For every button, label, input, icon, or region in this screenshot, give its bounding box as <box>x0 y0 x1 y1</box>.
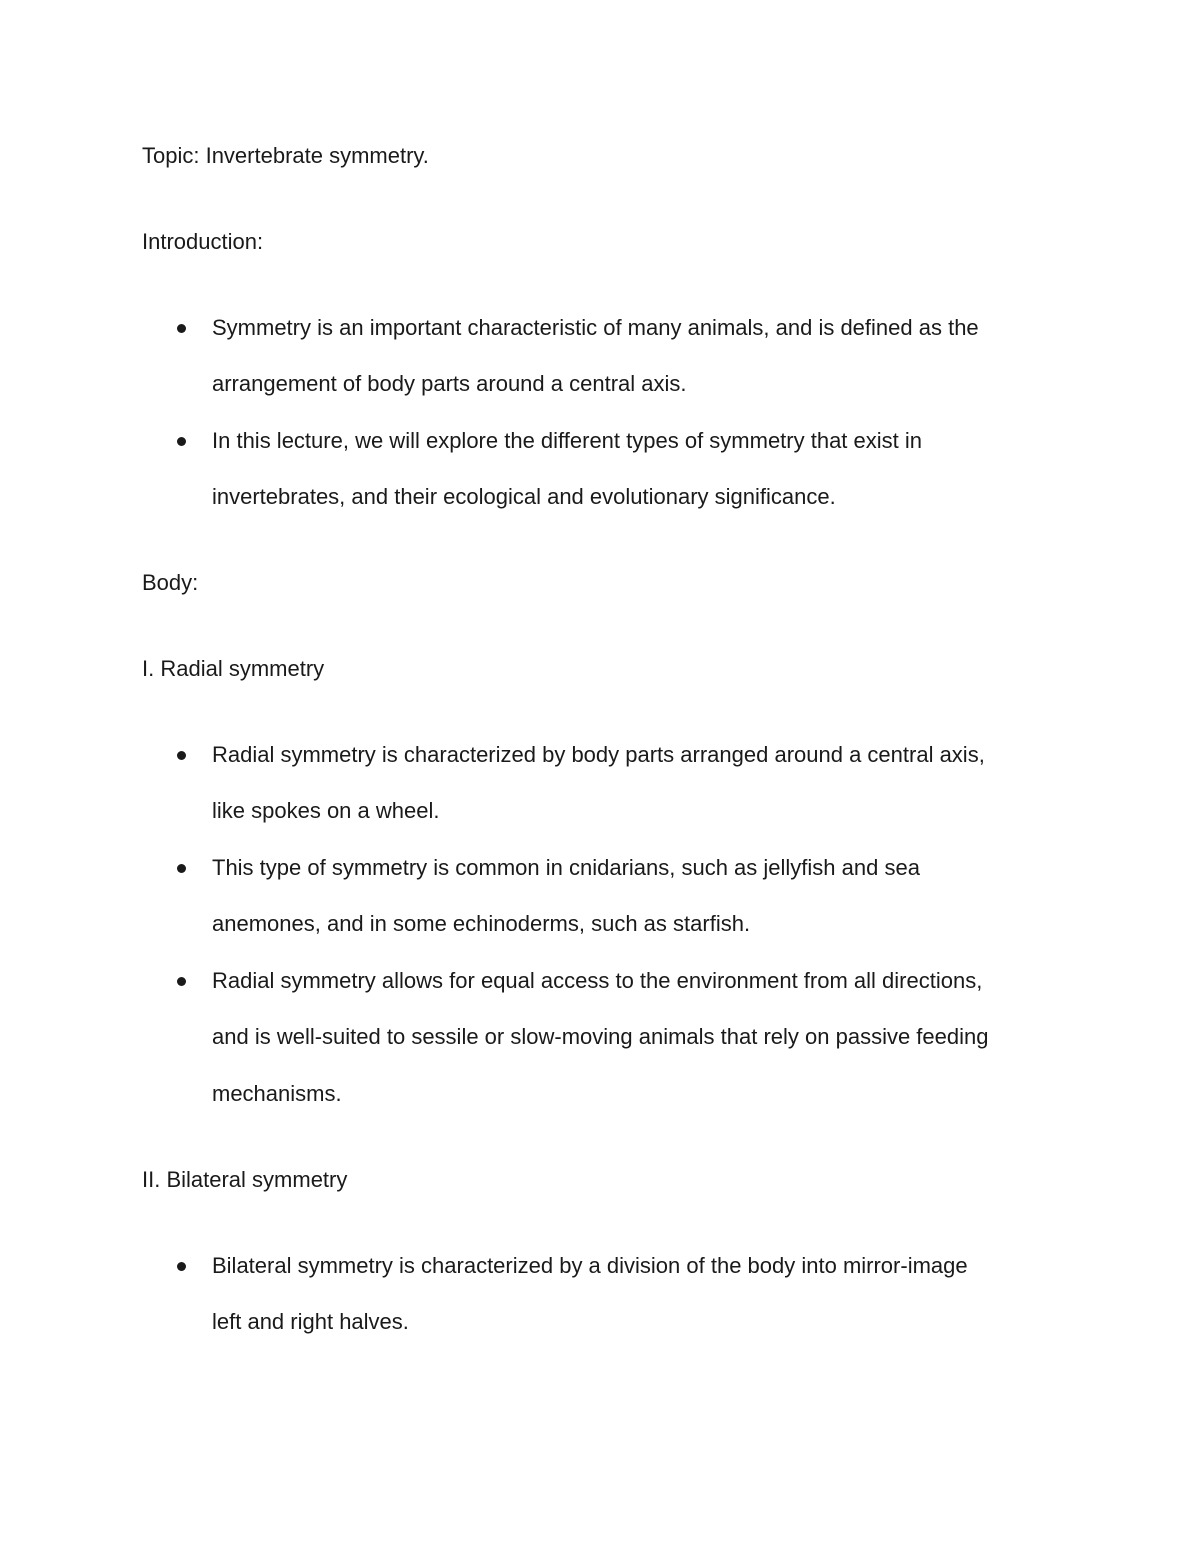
bullet-icon <box>177 324 186 333</box>
list-item-line: arrangement of body parts around a central axis. <box>212 371 687 396</box>
list-item-line: like spokes on a wheel. <box>212 798 440 823</box>
list-item-line: invertebrates, and their ecological and evolutionary significance. <box>212 484 836 509</box>
list-item-line: anemones, and in some echinoderms, such as starfish. <box>212 911 751 936</box>
topic-line: Topic: Invertebrate symmetry. <box>142 143 429 168</box>
list-item-line: mechanisms. <box>212 1081 342 1106</box>
section-heading-bilateral: II. Bilateral symmetry <box>142 1167 348 1192</box>
bullet-icon <box>177 1262 186 1271</box>
list-item-line: left and right halves. <box>212 1309 409 1334</box>
body-heading: Body: <box>142 570 199 595</box>
list-item-line: This type of symmetry is common in cnidarians, such as jellyfish and sea <box>212 855 920 880</box>
bullet-icon <box>177 751 186 760</box>
list-item-line: In this lecture, we will explore the different types of symmetry that exist in <box>212 428 923 453</box>
bullet-icon <box>177 864 186 873</box>
bullet-icon <box>177 977 186 986</box>
list-item-line: and is well-suited to sessile or slow-moving animals that rely on passive feeding <box>212 1024 989 1049</box>
bullet-icon <box>177 437 186 446</box>
list-item-line: Bilateral symmetry is characterized by a division of the body into mirror-image <box>212 1253 968 1278</box>
introduction-heading: Introduction: <box>142 229 264 254</box>
section-heading-radial: I. Radial symmetry <box>142 656 325 681</box>
list-item-line: Symmetry is an important characteristic of many animals, and is defined as the <box>212 315 979 340</box>
list-item-line: Radial symmetry is characterized by body parts arranged around a central axis, <box>212 742 985 767</box>
list-item-line: Radial symmetry allows for equal access to the environment from all directions, <box>212 968 983 993</box>
